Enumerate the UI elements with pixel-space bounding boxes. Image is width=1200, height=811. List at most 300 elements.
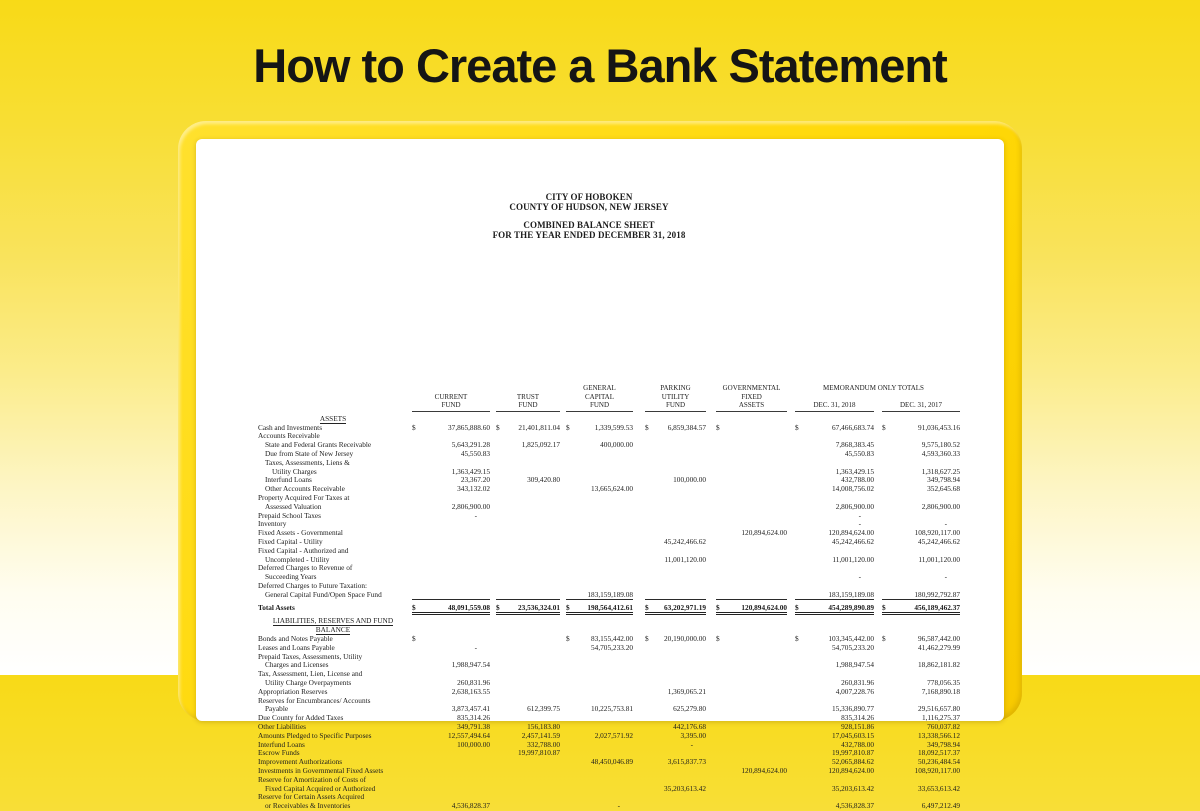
cell-total-dec-31-2017: [874, 785, 960, 794]
amount: 23,367.20: [460, 475, 490, 485]
row-label: Succeeding Years: [265, 572, 317, 582]
cell-total-dec-31-2018: [787, 723, 874, 732]
dollar-sign: $: [882, 634, 886, 643]
table-row: [258, 758, 960, 767]
cell-parking-utility-fund: [633, 512, 706, 521]
cell-trust-fund: [490, 520, 560, 529]
cell-governmental-fixed-assets: [706, 635, 787, 644]
cell-governmental-fixed-assets: [706, 529, 787, 538]
amount: 11,001,120.00: [664, 554, 706, 564]
column-header-parking-utility-fund: [633, 384, 706, 412]
cell-general-capital-fund: [560, 697, 633, 706]
cell-current-fund: [408, 705, 490, 714]
cell-total-dec-31-2017: [874, 714, 960, 723]
amount: 198,564,412.61: [587, 603, 633, 613]
cell-parking-utility-fund: [633, 441, 706, 450]
column-header-current-fund: [408, 384, 490, 412]
cell-parking-utility-fund: [633, 688, 706, 697]
amount: 760,037.82: [927, 721, 960, 731]
amount: 2,806,900.00: [835, 501, 874, 511]
amount: 3,395.00: [680, 730, 706, 740]
cell-trust-fund: [490, 476, 560, 485]
row-label: Accounts Receivable: [258, 431, 320, 441]
cell-general-capital-fund: [560, 793, 633, 802]
cell-general-capital-fund: [560, 468, 633, 477]
amount: 4,593,360.33: [921, 448, 960, 458]
dollar-sign: $: [795, 422, 799, 432]
table-row: [258, 802, 960, 811]
cell-parking-utility-fund: [633, 432, 706, 441]
dollar-sign: $: [716, 603, 720, 613]
cell-parking-utility-fund: [633, 776, 706, 785]
memo-group-title: MEMORANDUM ONLY TOTALS: [823, 384, 924, 392]
column-header-line: FIXED: [741, 392, 762, 401]
cell-trust-fund: [490, 653, 560, 662]
cell-general-capital-fund: [560, 802, 633, 811]
cell-governmental-fixed-assets: [706, 723, 787, 732]
amount: 1,363,429.15: [451, 466, 490, 476]
amount: 120,894,624.00: [741, 603, 787, 613]
cell-governmental-fixed-assets: [706, 802, 787, 811]
cell-total-dec-31-2018: [787, 697, 874, 706]
cell-trust-fund: [490, 556, 560, 565]
amount: 37,865,888.60: [448, 422, 490, 432]
column-header-line: UTILITY: [661, 392, 690, 401]
cell-total-dec-31-2017: [874, 697, 960, 706]
amount-none: -: [690, 739, 693, 749]
cell-total-dec-31-2018: [787, 424, 874, 433]
cell-parking-utility-fund: [633, 653, 706, 662]
cell-parking-utility-fund: [633, 476, 706, 485]
column-header-line: GOVERNMENTAL: [722, 384, 781, 392]
balance-sheet-table: [258, 384, 960, 811]
report-title: COMBINED BALANCE SHEET: [523, 220, 655, 230]
row-label: Deferred Charges to Revenue of: [258, 563, 353, 573]
amount: 120,894,624.00: [828, 528, 874, 538]
cell-total-dec-31-2017: [874, 732, 960, 741]
cell-total-dec-31-2017: [874, 741, 960, 750]
cell-governmental-fixed-assets: [706, 785, 787, 794]
cell-parking-utility-fund: [633, 520, 706, 529]
cell-current-fund: [408, 582, 490, 591]
cell-general-capital-fund: [560, 679, 633, 688]
amount: 91,036,453.16: [918, 422, 960, 432]
cell-parking-utility-fund: [633, 424, 706, 433]
dollar-sign: $: [795, 603, 799, 613]
table-row: [258, 604, 960, 613]
amount: 103,345,442.00: [828, 634, 874, 643]
dollar-sign: $: [496, 422, 500, 432]
cell-total-dec-31-2018: [787, 661, 874, 670]
cell-total-dec-31-2018: [787, 714, 874, 723]
table-row: [258, 485, 960, 494]
table-row: [258, 793, 960, 802]
column-header-line: CURRENT: [434, 392, 468, 401]
cell-trust-fund: [490, 512, 560, 521]
amount: 52,065,884.62: [832, 757, 874, 767]
amount: 3,873,457.41: [451, 704, 490, 714]
cell-current-fund: [408, 661, 490, 670]
table-row: [258, 424, 960, 433]
cell-current-fund: [408, 802, 490, 811]
cell-trust-fund: [490, 758, 560, 767]
row-label: Prepaid Taxes, Assessments, Utility: [258, 651, 363, 661]
row-label: Assessed Valuation: [265, 501, 322, 511]
dollar-sign: $: [882, 603, 886, 613]
cell-governmental-fixed-assets: [706, 767, 787, 776]
amount: 1,988,947.54: [835, 660, 874, 670]
amount: 35,203,613.42: [832, 783, 874, 793]
amount: 835,314.26: [457, 713, 490, 723]
row-label: State and Federal Grants Receivable: [265, 440, 372, 450]
cell-trust-fund: [490, 705, 560, 714]
cell-total-dec-31-2017: [874, 450, 960, 459]
amount: 1,988,947.54: [451, 660, 490, 670]
amount: 10,225,753.81: [591, 704, 633, 714]
cell-governmental-fixed-assets: [706, 573, 787, 582]
dollar-sign: $: [566, 422, 570, 432]
row-label: Interfund Loans: [265, 475, 312, 485]
cell-parking-utility-fund: [633, 494, 706, 503]
row-label: Other Accounts Receivable: [265, 484, 345, 494]
row-label: Utility Charges: [272, 466, 317, 476]
amount: 18,092,517.37: [918, 748, 960, 758]
cell-total-dec-31-2018: [787, 776, 874, 785]
cell-total-dec-31-2017: [874, 604, 960, 613]
cell-governmental-fixed-assets: [706, 564, 787, 573]
row-label: General Capital Fund/Open Space Fund: [265, 589, 382, 599]
table-row: [258, 591, 960, 600]
cell-current-fund: [408, 767, 490, 776]
balance-sheet-document: [196, 139, 1004, 811]
amount: 180,992,792.87: [914, 589, 960, 599]
cell-total-dec-31-2017: [874, 644, 960, 653]
cell-total-dec-31-2018: [787, 485, 874, 494]
cell-governmental-fixed-assets: [706, 582, 787, 591]
amount: 349,798.94: [927, 739, 960, 749]
table-row: [258, 767, 960, 776]
cell-general-capital-fund: [560, 520, 633, 529]
cell-general-capital-fund: [560, 758, 633, 767]
section-title-row: [258, 617, 960, 626]
amount: 13,338,566.12: [918, 730, 960, 740]
cell-current-fund: [408, 793, 490, 802]
amount-none: -: [474, 642, 477, 652]
amount: 625,279.80: [673, 704, 706, 714]
column-header-line: GENERAL: [583, 384, 616, 392]
cell-general-capital-fund: [560, 604, 633, 613]
cell-parking-utility-fund: [633, 802, 706, 811]
cell-total-dec-31-2018: [787, 767, 874, 776]
cell-parking-utility-fund: [633, 635, 706, 644]
cell-parking-utility-fund: [633, 705, 706, 714]
cell-current-fund: [408, 547, 490, 556]
cell-general-capital-fund: [560, 512, 633, 521]
table-row: [258, 776, 960, 785]
cell-total-dec-31-2017: [874, 679, 960, 688]
amount: 14,008,756.02: [832, 484, 874, 494]
cell-governmental-fixed-assets: [706, 485, 787, 494]
org-county: COUNTY OF HUDSON, NEW JERSEY: [509, 202, 669, 212]
column-header-governmental-fixed-assets: [706, 384, 787, 412]
cell-total-dec-31-2018: [787, 538, 874, 547]
amount: 5,643,291.28: [451, 440, 490, 450]
dollar-sign: $: [882, 422, 886, 432]
dollar-sign: $: [645, 422, 649, 432]
cell-current-fund: [408, 785, 490, 794]
cell-total-dec-31-2017: [874, 564, 960, 573]
table-row: [258, 732, 960, 741]
column-header-line: FUND: [589, 401, 610, 410]
cell-total-dec-31-2018: [787, 688, 874, 697]
row-label: Investments in Governmental Fixed Assets: [258, 765, 384, 775]
cell-trust-fund: [490, 582, 560, 591]
row-label: Total Assets: [258, 603, 295, 613]
cell-total-dec-31-2017: [874, 661, 960, 670]
table-row: [258, 714, 960, 723]
cell-current-fund: [408, 732, 490, 741]
cell-general-capital-fund: [560, 485, 633, 494]
org-name: CITY OF HOBOKEN: [545, 192, 633, 202]
cell-trust-fund: [490, 538, 560, 547]
amount: 18,862,181.82: [918, 660, 960, 670]
cell-trust-fund: [490, 741, 560, 750]
amount: 45,242,466.62: [832, 536, 874, 546]
dollar-sign: $: [412, 603, 416, 613]
section-title-text: ASSETS: [319, 413, 347, 423]
cell-total-dec-31-2017: [874, 424, 960, 433]
cell-trust-fund: [490, 749, 560, 758]
amount: 432,788.00: [841, 739, 874, 749]
cell-general-capital-fund: [560, 450, 633, 459]
cell-general-capital-fund: [560, 723, 633, 732]
cell-trust-fund: [490, 604, 560, 613]
amount: 11,001,120.00: [832, 554, 874, 564]
row-label: Charges and Licenses: [265, 660, 329, 670]
cell-total-dec-31-2017: [874, 591, 960, 600]
cell-governmental-fixed-assets: [706, 688, 787, 697]
cell-governmental-fixed-assets: [706, 503, 787, 512]
cell-parking-utility-fund: [633, 644, 706, 653]
cell-governmental-fixed-assets: [706, 776, 787, 785]
dollar-sign: $: [645, 603, 649, 613]
cell-governmental-fixed-assets: [706, 758, 787, 767]
cell-governmental-fixed-assets: [706, 459, 787, 468]
table-row: [258, 705, 960, 714]
amount: 4,536,828.37: [835, 801, 874, 811]
cell-parking-utility-fund: [633, 564, 706, 573]
cell-governmental-fixed-assets: [706, 644, 787, 653]
amount: 23,536,324.01: [518, 603, 560, 613]
column-header-total-dec-31-2017: [874, 401, 960, 412]
cell-parking-utility-fund: [633, 538, 706, 547]
cell-trust-fund: [490, 785, 560, 794]
row-label: Escrow Funds: [258, 748, 300, 758]
cell-total-dec-31-2017: [874, 573, 960, 582]
cell-governmental-fixed-assets: [706, 494, 787, 503]
column-header-line: TRUST: [516, 392, 540, 401]
amount: 183,159,189.08: [587, 589, 633, 599]
amount: 183,159,189.08: [828, 589, 874, 599]
cell-total-dec-31-2018: [787, 644, 874, 653]
cell-current-fund: [408, 556, 490, 565]
cell-general-capital-fund: [560, 459, 633, 468]
row-label: Improvement Authorizations: [258, 757, 343, 767]
cell-trust-fund: [490, 793, 560, 802]
amount: 349,798.94: [927, 475, 960, 485]
cell-general-capital-fund: [560, 538, 633, 547]
amount: 45,550.83: [460, 448, 490, 458]
amount: 778,056.35: [927, 677, 960, 687]
amount: 1,363,429.15: [835, 466, 874, 476]
cell-general-capital-fund: [560, 564, 633, 573]
cell-trust-fund: [490, 644, 560, 653]
cell-current-fund: [408, 529, 490, 538]
cell-governmental-fixed-assets: [706, 732, 787, 741]
table-row: [258, 679, 960, 688]
amount: 120,894,624.00: [741, 765, 787, 775]
cell-trust-fund: [490, 714, 560, 723]
cell-total-dec-31-2017: [874, 556, 960, 565]
cell-total-dec-31-2018: [787, 749, 874, 758]
cell-trust-fund: [490, 767, 560, 776]
amount: 100,000.00: [673, 475, 706, 485]
cell-total-dec-31-2018: [787, 785, 874, 794]
dollar-sign: $: [645, 634, 649, 643]
table-row: [258, 644, 960, 653]
column-header-general-capital-fund: [560, 384, 633, 412]
amount: 13,665,624.00: [591, 484, 633, 494]
amount: 4,536,828.37: [451, 801, 490, 811]
cell-total-dec-31-2017: [874, 688, 960, 697]
amount: 41,462,279.99: [918, 642, 960, 652]
cell-general-capital-fund: [560, 591, 633, 600]
row-label: Interfund Loans: [258, 739, 305, 749]
cell-trust-fund: [490, 547, 560, 556]
row-label: Uncompleted - Utility: [265, 554, 330, 564]
amount: 456,189,462.37: [914, 603, 960, 613]
amount: 2,027,571.92: [594, 730, 633, 740]
cell-trust-fund: [490, 450, 560, 459]
amount: 48,450,046.89: [591, 757, 633, 767]
amount: 1,116,275.37: [921, 713, 960, 723]
cell-parking-utility-fund: [633, 582, 706, 591]
amount-none: -: [858, 519, 861, 529]
cell-trust-fund: [490, 661, 560, 670]
cell-current-fund: [408, 503, 490, 512]
cell-current-fund: [408, 450, 490, 459]
cell-parking-utility-fund: [633, 793, 706, 802]
row-label: Fixed Capital - Utility: [258, 536, 323, 546]
cell-total-dec-31-2018: [787, 604, 874, 613]
row-label: Reserve for Amortization of Costs of: [258, 774, 367, 784]
cell-trust-fund: [490, 424, 560, 433]
section-title-text: BALANCE: [315, 625, 351, 635]
cell-current-fund: [408, 635, 490, 644]
table-row: [258, 785, 960, 794]
cell-general-capital-fund: [560, 644, 633, 653]
cell-parking-utility-fund: [633, 556, 706, 565]
amount: 48,091,559.08: [448, 603, 490, 613]
cell-current-fund: [408, 591, 490, 600]
cell-total-dec-31-2018: [787, 556, 874, 565]
cell-general-capital-fund: [560, 547, 633, 556]
dollar-sign: $: [716, 634, 720, 643]
column-header-line: ASSETS: [738, 401, 765, 410]
cell-trust-fund: [490, 697, 560, 706]
table-row: [258, 723, 960, 732]
cell-governmental-fixed-assets: [706, 604, 787, 613]
cell-governmental-fixed-assets: [706, 450, 787, 459]
column-header-trust-fund: [490, 384, 560, 412]
amount: 260,831.96: [841, 677, 874, 687]
cell-trust-fund: [490, 564, 560, 573]
cell-parking-utility-fund: [633, 679, 706, 688]
cell-trust-fund: [490, 485, 560, 494]
cell-current-fund: [408, 741, 490, 750]
cell-general-capital-fund: [560, 661, 633, 670]
cell-current-fund: [408, 604, 490, 613]
cell-general-capital-fund: [560, 424, 633, 433]
cell-general-capital-fund: [560, 441, 633, 450]
cell-governmental-fixed-assets: [706, 468, 787, 477]
cell-total-dec-31-2017: [874, 749, 960, 758]
cell-governmental-fixed-assets: [706, 441, 787, 450]
table-row: [258, 661, 960, 670]
amount: 835,314.26: [841, 713, 874, 723]
cell-general-capital-fund: [560, 503, 633, 512]
table-row: [258, 749, 960, 758]
cell-parking-utility-fund: [633, 661, 706, 670]
amount: 454,289,890.89: [828, 603, 874, 613]
cell-current-fund: [408, 723, 490, 732]
cell-current-fund: [408, 485, 490, 494]
amount: 2,457,141.59: [521, 730, 560, 740]
cell-general-capital-fund: [560, 749, 633, 758]
row-label: Taxes, Assessments, Liens &: [265, 457, 350, 467]
amount: 35,203,613.42: [664, 783, 706, 793]
cell-governmental-fixed-assets: [706, 591, 787, 600]
table-row: [258, 697, 960, 706]
cell-total-dec-31-2017: [874, 512, 960, 521]
cell-trust-fund: [490, 688, 560, 697]
cell-current-fund: [408, 679, 490, 688]
dollar-sign: $: [566, 603, 570, 613]
amount: 612,399.75: [527, 704, 560, 714]
cell-governmental-fixed-assets: [706, 679, 787, 688]
row-label: Payable: [265, 704, 289, 714]
amount: 108,920,117.00: [914, 528, 960, 538]
amount: 63,202,971.19: [664, 603, 706, 613]
column-header-line: FUND: [518, 401, 538, 410]
cell-current-fund: [408, 424, 490, 433]
column-header-line: DEC. 31, 2017: [900, 401, 942, 410]
cell-governmental-fixed-assets: [706, 476, 787, 485]
cell-trust-fund: [490, 459, 560, 468]
dollar-sign: $: [412, 422, 416, 432]
cell-governmental-fixed-assets: [706, 538, 787, 547]
cell-current-fund: [408, 749, 490, 758]
amount: 17,045,603.15: [832, 730, 874, 740]
document-frame: [178, 121, 1022, 811]
row-label: Due County for Added Taxes: [258, 713, 344, 723]
cell-trust-fund: [490, 776, 560, 785]
amount-none: -: [944, 572, 947, 582]
memo-group-header: [787, 384, 960, 412]
cell-trust-fund: [490, 591, 560, 600]
cell-governmental-fixed-assets: [706, 556, 787, 565]
cell-trust-fund: [490, 635, 560, 644]
